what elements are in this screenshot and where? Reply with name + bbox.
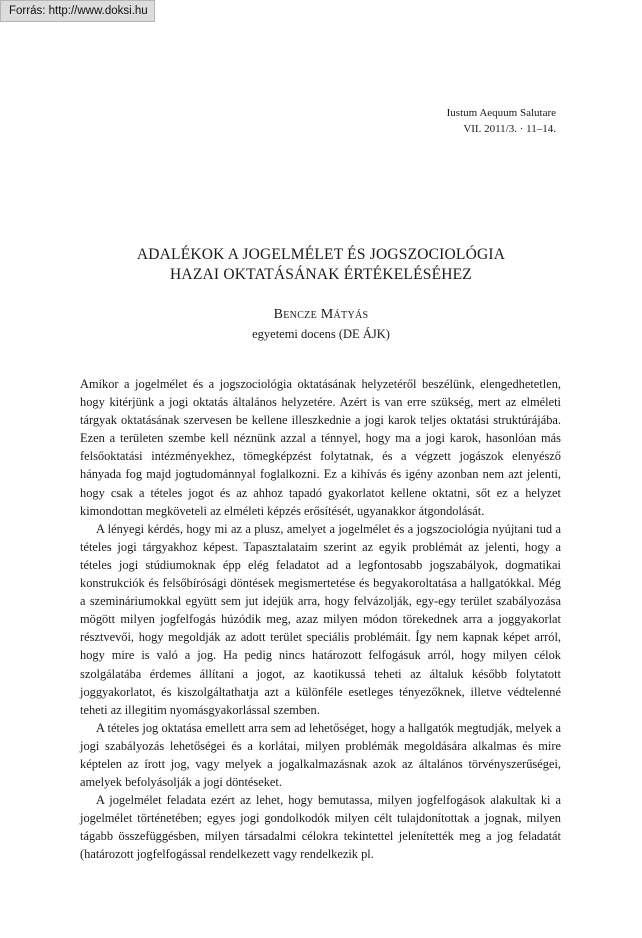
author-name: Bencze Mátyás xyxy=(273,307,369,322)
title-line-1: ADALÉKOK A JOGELMÉLET ÉS JOGSZOCIOLÓGIA xyxy=(136,246,506,263)
paragraph: A jogelmélet feladata ezért az lehet, hogy bemutassa, milyen jogfelfogások alakultak ki a jogelmélet történetében; egyes jogi gondolkodók milyen célt tulajdonítottak a jognak, milyen tágabb összefüggésben, milyen társadalmi célokra tekintettel jelenítették meg a jog feladatát (határozott jogfelfogással rendelkezett vagy rendelkezik pl. xyxy=(80,793,561,862)
author-affiliation: egyetemi docens (DE ÁJK) xyxy=(252,327,390,341)
paragraph: Amikor a jogelmélet és a jogszociológia oktatásának helyzetéről beszélünk, elengedhetetlen, hogy kitérjünk a jogi oktatás általános helyzetére. Azért is van erre szükség, mert az elméleti tárgyak oktatásának szervesen be kellene illeszkednie a jogi karok teljes oktatási struktúrájába. Ezen a területen szembe kell néznünk azzal a ténnyel, hogy ma a jogi karok, hasonlóan más felsőoktatási intézményekhez, tömegképzést folytatnak, és a végzett jogászok elenyésző hányada fog majd jogtudománnyal foglalkozni. Ez a kihívás és igény azonban nem azt jelenti, hogy csak a tételes jogot és az ahhoz tapadó gyakorlatot kellene oktatni, sőt ez a helyzet kimondottan megköveteli az elméleti képzés erősítését, ugyanakkor átgondolását. xyxy=(80,377,561,518)
paragraph: A lényegi kérdés, hogy mi az a plusz, amelyet a jogelmélet és a jogszociológia nyújtani tud a tételes jogi tárgyakhoz képest. Tapasztalataim szerint az egyik problémát az jelenti, hogy a tételes jogi stúdiumoknak épp elég feladatot ad a legfontosabb jogszabályok, dogmatikai konstrukciók és felsőbírósági döntések megismertetése és begyakoroltatása a hallgatókkal. Még a szemináriumokkal együtt sem jut idejük arra, hogy felvázolják, egy-egy terület szabályozása mögött milyen jogfelfogás húzódik meg, azaz milyen módon törekednek arra a joggyakorlat résztvevői, hogy megoldják az adott terület speciális problémáit. Így nem kapnak képet arról, hogy mire is való a jog. Ha pedig nincs határozott felfogásuk arról, hogy milyen célok szolgálatába érdemes állítani a jogot, az kaotikussá teheti az általuk később folytatott joggyakorlatot, és kiszolgáltathatja azt a különféle esetleges tényezőknek, illetve védtelenné teheti az illegitim nyomásgyakorlással szemben. xyxy=(80,521,561,717)
title-line-2: HAZAI OKTATÁSÁNAK ÉRTÉKELÉSÉHEZ xyxy=(170,266,472,283)
article-title xyxy=(0,245,642,285)
paragraph: A tételes jog oktatása emellett arra sem ad lehetőséget, hogy a hallgatók megtudják, melyek a jogi szabályozás lehetőségei és a korlátai, milyen problémák megoldására alkalmas és mire képtelen az írott jog, vagy melyek a jogalkalmazásnak azok az általános törvényszerűségei, amelyek befolyásolják a jogi döntéseket. xyxy=(80,720,561,790)
source-banner: Forrás: http://www.doksi.hu xyxy=(0,0,155,22)
article-body xyxy=(80,375,561,864)
journal-info xyxy=(447,105,556,137)
journal-name: Iustum Aequum Salutare xyxy=(446,107,556,119)
journal-issue: VII. 2011/3. · 11–14. xyxy=(463,123,556,135)
